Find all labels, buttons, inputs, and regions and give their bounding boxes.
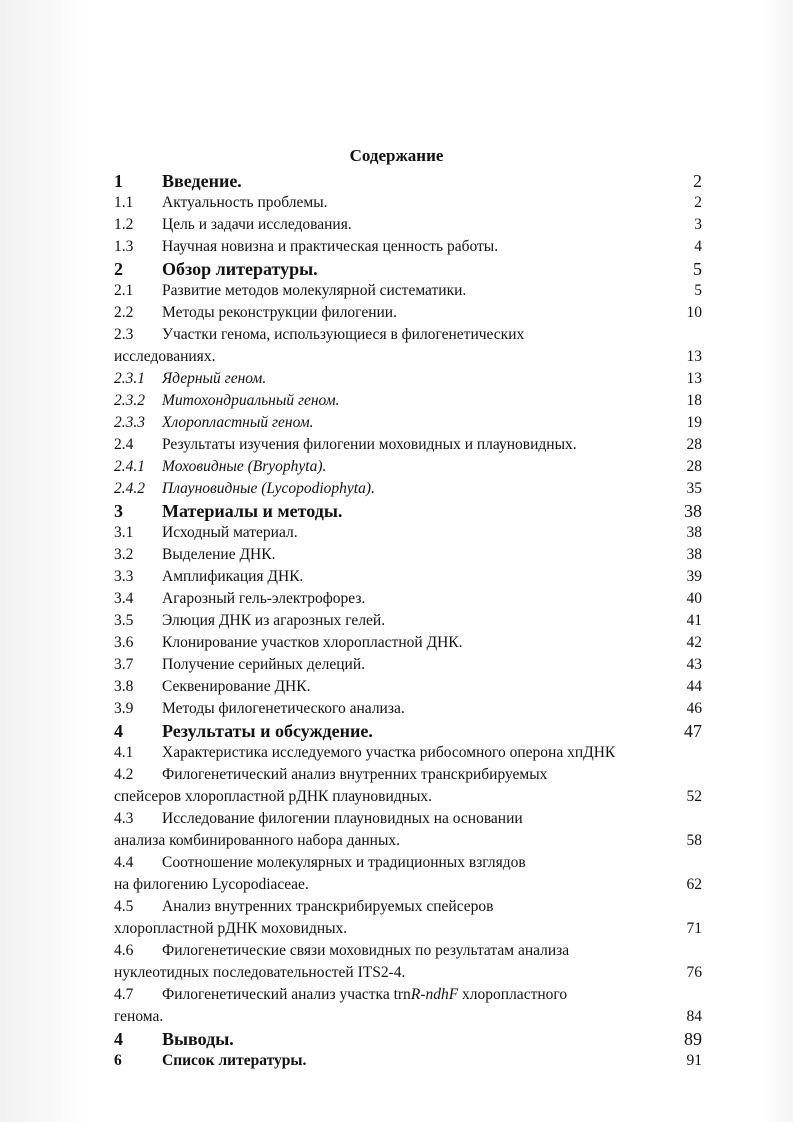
toc-heading: Клонирование участков хлоропластной ДНК.: [162, 634, 463, 651]
toc-entry-4-7[interactable]: [114, 984, 702, 1006]
toc-entry-2[interactable]: [114, 258, 702, 280]
toc-number: 2.2: [114, 304, 134, 321]
toc-heading-part: Филогенетический анализ участка trn: [162, 986, 411, 1003]
toc-number: 2.4.1: [114, 458, 145, 475]
toc-entry-2-3-1[interactable]: [114, 368, 702, 390]
toc-entry-3-7[interactable]: [114, 654, 702, 676]
toc-page: 62: [686, 876, 702, 893]
toc-heading: Филогенетический анализ внутренних транскрибируемых: [162, 766, 548, 783]
toc-entry-3-1[interactable]: [114, 522, 702, 544]
toc-number: 2.1: [114, 282, 134, 299]
toc-page: 19: [686, 414, 702, 431]
toc-heading: Список литературы.: [162, 1052, 307, 1069]
toc-page: 35: [686, 480, 702, 497]
toc-number: 4.4: [114, 854, 134, 871]
toc-number: 3.8: [114, 678, 134, 695]
toc-entry-2-2[interactable]: [114, 302, 702, 324]
toc-entry-2-3-3[interactable]: [114, 412, 702, 434]
toc-number: 3.7: [114, 656, 134, 673]
toc-entry-3-2[interactable]: [114, 544, 702, 566]
toc-page: 46: [686, 700, 702, 717]
toc-heading: Методы филогенетического анализа.: [162, 700, 405, 717]
toc-page: 18: [686, 392, 702, 409]
toc-heading-continuation: нуклеотидных последовательностей ITS2-4.: [114, 964, 406, 981]
toc-heading-continuation: исследованиях.: [114, 348, 216, 365]
toc-page: 4: [694, 238, 702, 255]
toc-heading: Выделение ДНК.: [162, 546, 276, 563]
toc-entry-4-7-continuation[interactable]: [114, 1006, 702, 1028]
toc-number: 4.1: [114, 744, 134, 761]
toc-page: 58: [686, 832, 702, 849]
toc-page: 39: [686, 568, 702, 585]
toc-entry-4-6[interactable]: [114, 940, 702, 962]
toc-heading: Актуальность проблемы.: [162, 194, 328, 211]
toc-page: 89: [684, 1029, 702, 1049]
toc-heading: Амплификация ДНК.: [162, 568, 304, 585]
toc-heading: Исходный материал.: [162, 524, 298, 541]
toc-entry-3-9[interactable]: [114, 698, 702, 720]
toc-entry-4-4-continuation[interactable]: [114, 874, 702, 896]
toc-entry-4-3[interactable]: [114, 808, 702, 830]
toc-number: 3.9: [114, 700, 134, 717]
toc-heading: Хлоропластный геном.: [162, 414, 314, 431]
toc-number: 2.3: [114, 326, 134, 343]
toc-heading: Моховидные (Bryophyta).: [162, 458, 327, 475]
toc-number: 4.6: [114, 942, 134, 959]
toc-number: 3.4: [114, 590, 134, 607]
toc-page: 2: [693, 171, 702, 191]
toc-heading: Митохондриальный геном.: [162, 392, 340, 409]
toc-heading: Обзор литературы.: [162, 259, 318, 279]
toc-number: 2: [114, 259, 123, 279]
toc-entry-4[interactable]: [114, 720, 702, 742]
toc-entry-2-1[interactable]: [114, 280, 702, 302]
toc-entry-4-1[interactable]: [114, 742, 702, 764]
toc-entry-4-2[interactable]: [114, 764, 702, 786]
toc-page: 52: [686, 788, 702, 805]
toc-entry-3-6[interactable]: [114, 632, 702, 654]
toc-heading: Введение.: [162, 171, 242, 191]
toc-number: 2.3.3: [114, 414, 145, 431]
toc-number: 3.5: [114, 612, 134, 629]
toc-number: 3: [114, 501, 123, 521]
toc-number: 4: [114, 1029, 123, 1049]
toc-heading: Выводы.: [162, 1029, 234, 1049]
toc-heading: Получение серийных делеций.: [162, 656, 366, 673]
toc-page: 38: [684, 501, 702, 521]
toc-entry-3-8[interactable]: [114, 676, 702, 698]
toc-heading: Материалы и методы.: [162, 501, 343, 521]
toc-entry-3-4[interactable]: [114, 588, 702, 610]
toc-entry-4-3-continuation[interactable]: [114, 830, 702, 852]
toc-entry-2-3-continuation[interactable]: [114, 346, 702, 368]
toc-entry-4-5-continuation[interactable]: [114, 918, 702, 940]
toc-heading-continuation: хлоропластной рДНК моховидных.: [114, 920, 348, 937]
toc-page: 76: [686, 964, 702, 981]
toc-number: 3.2: [114, 546, 134, 563]
toc-heading-continuation: спейсеров хлоропластной рДНК плауновидных.: [114, 788, 432, 805]
toc-page: 42: [686, 634, 702, 651]
toc-number: 1.3: [114, 238, 134, 255]
toc-page: 28: [686, 458, 702, 475]
toc-entry-2-4-1[interactable]: [114, 456, 702, 478]
toc-entry-2-3[interactable]: [114, 324, 702, 346]
toc-page: 13: [686, 370, 702, 387]
toc-entry-3-3[interactable]: [114, 566, 702, 588]
toc-page: 47: [684, 721, 702, 741]
toc-number: 2.3.2: [114, 392, 145, 409]
toc-number: 3.3: [114, 568, 134, 585]
toc-heading: Цель и задачи исследования.: [162, 216, 352, 233]
toc-heading: Научная новизна и практическая ценность работы.: [162, 238, 499, 255]
toc-heading: Агарозный гель-электрофорез.: [162, 590, 366, 607]
toc-page: 2: [694, 194, 702, 211]
toc-entry-1-3[interactable]: [114, 236, 702, 258]
toc-entry-4-6-continuation[interactable]: [114, 962, 702, 984]
toc-entry-references[interactable]: [114, 1050, 702, 1072]
toc-number: 4.3: [114, 810, 134, 827]
toc-page: 5: [693, 259, 702, 279]
page-title: Содержание: [349, 146, 444, 165]
toc-page: 41: [686, 612, 702, 629]
toc-page: 43: [686, 656, 702, 673]
toc-heading-continuation: генома.: [114, 1008, 164, 1025]
toc-number: 4.2: [114, 766, 134, 783]
toc-number: 1: [114, 171, 123, 191]
toc-number: 4.7: [114, 986, 134, 1003]
toc-page: 10: [686, 304, 702, 321]
toc-entry-2-4[interactable]: [114, 434, 702, 456]
toc-page: 13: [686, 348, 702, 365]
toc-entry-4-5[interactable]: [114, 896, 702, 918]
toc-heading: Исследование филогении плауновидных на основании: [162, 810, 523, 827]
toc-number: 4.5: [114, 898, 134, 915]
toc-number: 2.4: [114, 436, 134, 453]
toc-entry-4-4[interactable]: [114, 852, 702, 874]
toc-heading: Плауновидные (Lycopodiophyta).: [162, 480, 375, 497]
toc-page: 5: [694, 282, 702, 299]
toc-number: 3.6: [114, 634, 134, 651]
toc-entry-3-5[interactable]: [114, 610, 702, 632]
toc-heading-continuation: на филогению Lycopodiaceae.: [114, 876, 309, 893]
toc-heading: Результаты и обсуждение.: [162, 721, 373, 741]
toc-number: 6: [114, 1052, 122, 1069]
toc-page: 40: [686, 590, 702, 607]
toc-entry-2-3-2[interactable]: [114, 390, 702, 412]
toc-heading: Анализ внутренних транскрибируемых спейсеров: [162, 898, 494, 915]
toc-heading: Ядерный геном.: [162, 370, 267, 387]
toc-entry-2-4-2[interactable]: [114, 478, 702, 500]
toc-heading-italic-part: R-ndhF: [410, 986, 459, 1003]
toc-heading: Участки генома, использующиеся в филогенетических: [162, 326, 525, 343]
toc-number: 4: [114, 721, 123, 741]
toc-page: 91: [686, 1052, 702, 1069]
toc-page: 3: [694, 216, 702, 233]
toc-heading: Характеристика исследуемого участка рибосомного оперона хпДНК: [162, 744, 616, 761]
toc-heading-part: хлоропластного: [458, 986, 568, 1003]
toc-heading: [162, 984, 567, 1006]
toc-page: 38: [686, 524, 702, 541]
toc-page: 71: [686, 920, 702, 937]
toc-entry-4-2-continuation[interactable]: [114, 786, 702, 808]
toc-page: 84: [686, 1008, 702, 1025]
toc-heading: Филогенетические связи моховидных по результатам анализа: [162, 942, 570, 959]
toc-heading-continuation: анализа комбинированного набора данных.: [114, 832, 401, 849]
toc-number: 3.1: [114, 524, 134, 541]
toc-entry-3[interactable]: [114, 500, 702, 522]
toc-number: 1.1: [114, 194, 134, 211]
toc-number: 2.3.1: [114, 370, 145, 387]
toc-entry-1[interactable]: [114, 170, 702, 192]
toc-heading: Секвенирование ДНК.: [162, 678, 311, 695]
toc-entry-conclusions[interactable]: [114, 1028, 702, 1050]
toc-heading: Элюция ДНК из агарозных гелей.: [162, 612, 386, 629]
toc-page: 44: [686, 678, 702, 695]
toc-heading: Соотношение молекулярных и традиционных взглядов: [162, 854, 526, 871]
toc-entry-1-2[interactable]: [114, 214, 702, 236]
toc-page: 38: [686, 546, 702, 563]
toc-heading: Развитие методов молекулярной систематики.: [162, 282, 467, 299]
toc-page: 28: [686, 436, 702, 453]
toc-number: 2.4.2: [114, 480, 145, 497]
toc-number: 1.2: [114, 216, 134, 233]
toc-heading: Результаты изучения филогении моховидных и плауновидных.: [162, 436, 577, 453]
toc-entry-1-1[interactable]: [114, 192, 702, 214]
toc-heading: Методы реконструкции филогении.: [162, 304, 397, 321]
